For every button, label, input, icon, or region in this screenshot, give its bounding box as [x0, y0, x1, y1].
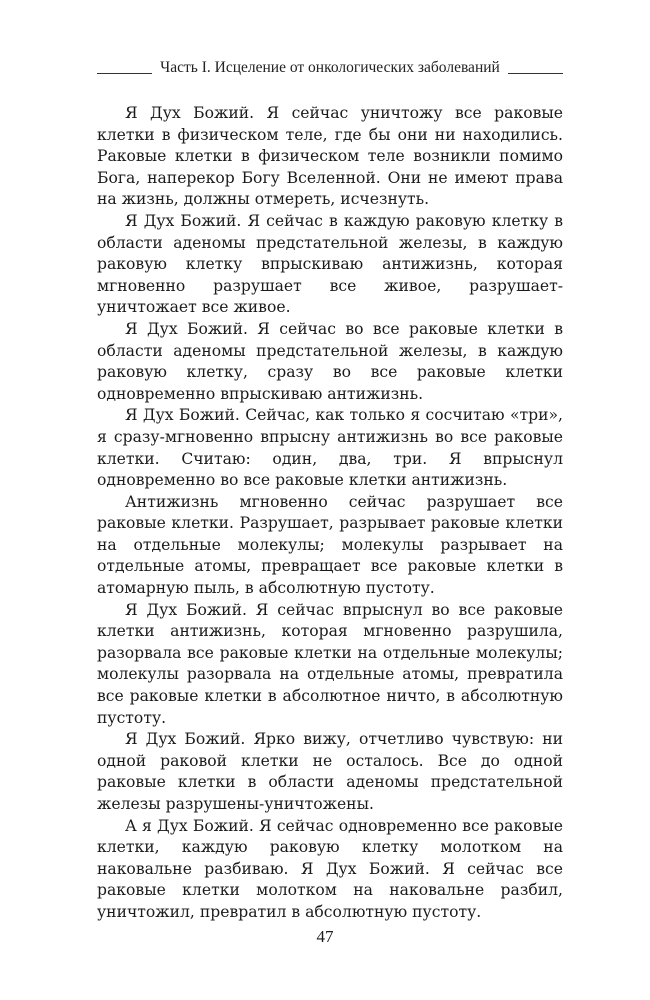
paragraph-4: Я Дух Божий. Сейчас, как только я сосчитаю «три», я сразу-мгновенно впрысну антижизнь во все раковые клетки. Считаю: один, два, три. Я впрыснул одновременно во все раковые клетки антижизнь.	[97, 406, 563, 490]
paragraph-3: Я Дух Божий. Я сейчас во все раковые клетки в области аденомы предстательной железы, в каждую раковую клетку, сразу во все раковые клетки одновременно впрыскиваю антижизнь.	[97, 319, 563, 403]
header-title: Часть I. Исцеление от онкологических заболеваний	[160, 59, 500, 76]
paragraph-7: Я Дух Божий. Ярко вижу, отчетливо чувствую: ни одной раковой клетки не осталось. Все до одной раковые клетки в области аденомы предстательной железы разрушены-уничтожены.	[97, 730, 563, 813]
paragraph-1: Я Дух Божий. Я сейчас уничтожу все раковые клетки в физическом теле, где бы они ни находились. Раковые клетки в физическом теле возникли помимо Бога, наперекор Богу Вселенной. Они не имеют права на жизнь, должны отмереть, исчезнуть.	[97, 104, 563, 209]
running-header	[97, 58, 563, 78]
header-rule-left	[97, 73, 152, 74]
page-number: 47	[316, 927, 334, 946]
paragraph-6: Я Дух Божий. Я сейчас впрыснул во все раковые клетки антижизнь, которая мгновенно разрушила, разорвала все раковые клетки на отдельные молекулы; молекулы разорвала на отдельные атомы, превратила все раковые клетки в абсолютное ничто, в абсолютную пустоту.	[97, 600, 563, 727]
header-rule-right	[508, 73, 563, 74]
text-body	[97, 103, 563, 924]
paragraph-8: А я Дух Божий. Я сейчас одновременно все раковые клетки, каждую раковую клетку молотком на наковальне разбиваю. Я Дух Божий. Я сейчас все раковые клетки молотком на наковальне разбил, уничтожил, превратил в абсолютную пустоту.	[97, 816, 563, 921]
paragraph-2: Я Дух Божий. Я сейчас в каждую раковую клетку в области аденомы предстательной железы, в каждую раковую клетку впрыскиваю антижизнь, которая мгновенно разрушает все живое, разрушает-уничтожает все живое.	[97, 211, 563, 317]
paragraph-5: Антижизнь мгновенно сейчас разрушает все раковые клетки. Разрушает, разрывает раковые клетки на отдельные молекулы; молекулы разрывает на отдельные атомы, превращает все раковые клетки в атомарную пыль, в абсолютную пустоту.	[97, 492, 563, 598]
